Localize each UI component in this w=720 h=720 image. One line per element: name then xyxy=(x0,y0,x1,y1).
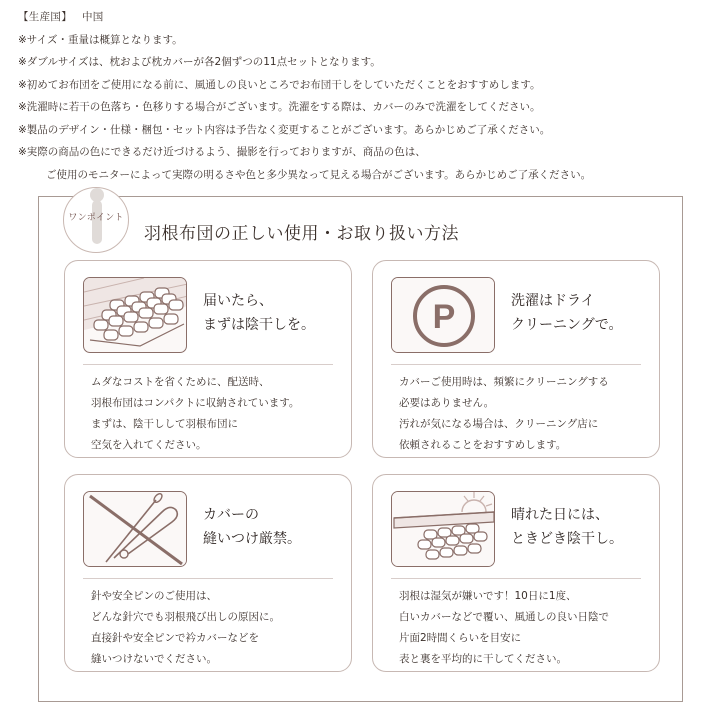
headline-line: 縫いつけ厳禁。 xyxy=(203,531,301,547)
note-line: ※サイズ・重量は概算となります。 xyxy=(18,33,183,46)
origin-value: 中国 xyxy=(82,11,104,23)
card-body xyxy=(91,586,341,670)
card-headline xyxy=(511,289,622,337)
card-body xyxy=(399,586,649,670)
care-card-dry-clean xyxy=(372,260,660,458)
body-line: 針や安全ピンのご使用は、 xyxy=(91,590,217,602)
panel-title: 羽根布団の正しい使用・お取り扱い方法 xyxy=(144,224,459,244)
note-line: ※初めてお布団をご使用になる前に、風通しの良いところでお布団干しをしていただくことをおすすめします。 xyxy=(18,78,541,91)
headline-line: 洗濯はドライ xyxy=(511,293,595,309)
care-card-shade-dry xyxy=(64,260,352,458)
card-headline xyxy=(511,503,623,551)
care-instructions-panel xyxy=(38,196,683,702)
body-line: 羽根は湿気が嫌いです！10日に1度、 xyxy=(399,590,577,602)
note-line: ※実際の商品の色にできるだけ近づけるよう、撮影を行っておりますが、商品の色は、 xyxy=(18,146,426,158)
card-divider xyxy=(83,364,333,365)
body-line: 片面2時間くらいを目安に xyxy=(399,632,522,644)
p-circle-icon xyxy=(391,277,495,353)
card-divider xyxy=(391,578,641,579)
headline-line: 晴れた日には、 xyxy=(511,507,609,523)
card-headline xyxy=(203,289,315,337)
body-line: 汚れが気になる場合は、クリーニング店に xyxy=(399,418,599,430)
product-notes xyxy=(18,6,718,186)
headline-line: まずは陰干しを。 xyxy=(203,317,315,333)
no-pins-icon xyxy=(83,491,187,567)
card-divider xyxy=(391,364,641,365)
card-divider xyxy=(83,578,333,579)
origin-label: 【生産国】 xyxy=(18,11,72,23)
headline-line: カバーの xyxy=(203,507,259,523)
note-line: ※ダブルサイズは、枕および枕カバーが各2個ずつの11点セットとなります。 xyxy=(18,56,381,68)
origin-line xyxy=(18,6,718,29)
body-line: 直接針や安全ピンで衿カバーなどを xyxy=(91,632,259,644)
folded-futon-icon xyxy=(83,277,187,353)
care-card-sun-drying xyxy=(372,474,660,672)
card-headline xyxy=(203,503,301,551)
one-point-badge xyxy=(63,187,129,253)
care-card-no-sewing xyxy=(64,474,352,672)
body-line: 縫いつけないでください。 xyxy=(91,653,217,665)
body-line: 白いカバーなどで覆い、風通しの良い日陰で xyxy=(399,611,609,623)
body-line: 表と裏を平均的に干してください。 xyxy=(399,653,567,665)
badge-label: ワンポイント xyxy=(68,213,124,223)
note-line: ご使用のモニターによって実際の明るさや色と多少異なって見える場合がございます。あらかじめご了承ください。 xyxy=(46,168,592,181)
body-line: 依頼されることをおすすめします。 xyxy=(399,439,567,451)
svg-text:P: P xyxy=(432,298,456,336)
headline-line: 届いたら、 xyxy=(203,293,273,309)
note-line: ※洗濯時に若干の色落ち・色移りする場合がございます。洗濯をする際は、カバーのみで洗濯をしてください。 xyxy=(18,101,541,113)
body-line: 羽根布団はコンパクトに収納されています。 xyxy=(91,397,300,409)
body-line: ムダなコストを省くために、配送時、 xyxy=(91,376,270,388)
note-line: ※製品のデザイン・仕様・梱包・セット内容は予告なく変更することがございます。あらかじめご了承ください。 xyxy=(18,123,551,136)
body-line: 空気を入れてください。 xyxy=(91,439,207,451)
headline-line: クリーニングで。 xyxy=(511,317,623,333)
body-line: カバーご使用時は、頻繁にクリーニングする xyxy=(399,376,609,388)
body-line: 必要はありません。 xyxy=(399,397,495,409)
headline-line: ときどき陰干し。 xyxy=(511,531,623,547)
sun-drying-icon xyxy=(391,491,495,567)
card-body xyxy=(399,372,649,456)
card-body xyxy=(91,372,341,456)
body-line: まずは、陰干しして羽根布団に xyxy=(91,418,238,430)
body-line: どんな針穴でも羽根飛び出しの原因に。 xyxy=(91,611,280,623)
